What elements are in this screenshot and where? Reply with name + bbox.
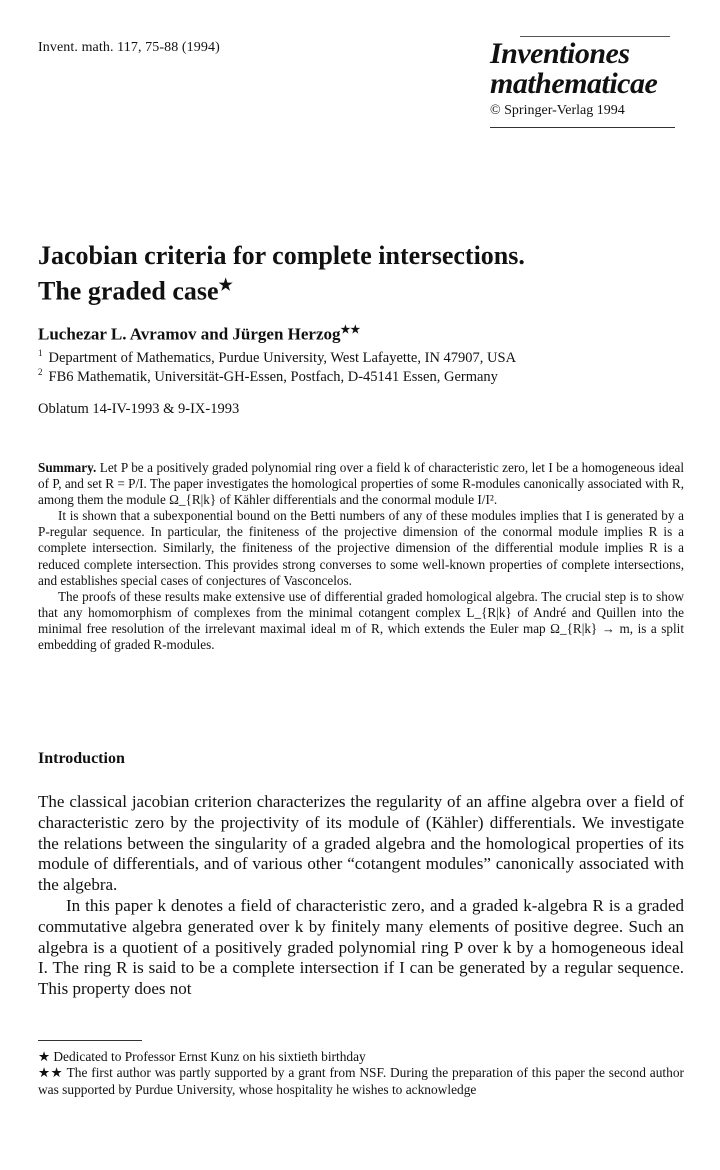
copyright-notice: © Springer-Verlag 1994 [490, 103, 625, 118]
section-heading-introduction: Introduction [38, 750, 125, 767]
footnote-1: ★ Dedicated to Professor Ernst Kunz on his sixtieth birthday [38, 1049, 366, 1064]
author-names: Luchezar L. Avramov and Jürgen Herzog [38, 324, 341, 344]
title-line2-text: The graded case [38, 276, 219, 306]
affiliation-2 [38, 367, 498, 386]
masthead-rule [490, 127, 675, 128]
summary-abstract [38, 460, 684, 653]
intro-paragraph-1: The classical jacobian criterion characterizes the regularity of an affine algebra over a field of characteristic zero by the projectivity of its module of (Kähler) differentials. We investigate the relations between the singularity of a graded algebra and the homological properties of its module of differentials, and of various other “cotangent modules” canonically associated with the algebra. [38, 792, 684, 895]
footnotes [38, 1049, 684, 1098]
title-line1: Jacobian criteria for complete intersections. [38, 241, 525, 270]
summary-label: Summary. [38, 460, 97, 475]
affiliation-1 [38, 348, 516, 367]
summary-text-1: Let P be a positively graded polynomial ring over a field k of characteristic zero, let I be a homogeneous ideal of P, and set R = P/I. The paper investigates the homological properties of some R-modules canonically associated with R, among them the module Ω_{R|k} of Kähler differentials and the conormal module I/I². [38, 460, 684, 508]
affiliation-number: 1 [38, 348, 43, 358]
summary-paragraph-3: The proofs of these results make extensive use of differential graded homological algebra. The crucial step is to show that any homomorphism of complexes from the minimal cotangent complex L_{R|k} of André and Quillen into the minimal free resolution of the irrelevant maximal ideal m of R, which extends the Euler map Ω_{R|k} → m, is a split embedding of graded R-modules. [38, 588, 684, 653]
journal-masthead [490, 36, 675, 128]
title-footnote-mark: ★ [218, 277, 233, 294]
affiliation-text: Department of Mathematics, Purdue University, West Lafayette, IN 47907, USA [48, 349, 517, 366]
journal-citation: Invent. math. 117, 75-88 (1994) [38, 40, 220, 55]
intro-paragraph-2: In this paper k denotes a field of characteristic zero, and a graded k-algebra R is a graded commutative algebra generated over k by finitely many elements of positive degree. Such an algebra is a quotient of a positively graded polynomial ring P over k by a homogeneous ideal I. The ring R is said to be a complete intersection if I can be generated by a regular sequence. This property does not [38, 895, 684, 999]
summary-paragraph-2: It is shown that a subexponential bound on the Betti numbers of any of these modules implies that I is generated by a P-regular sequence. In particular, the finiteness of the projective dimension of the conormal module implies R is a complete intersection. Similarly, the finiteness of the projective dimension of the differential module implies R is a reduced complete intersection. This provides strong converses to some well-known properties of complete intersections, and establishes special cases of conjectures of Vasconcelos. [38, 508, 684, 588]
introduction-body [38, 792, 684, 1000]
summary-paragraph-1 [38, 460, 684, 508]
journal-name-line2: mathematicae [490, 67, 658, 100]
affiliation-number: 2 [38, 367, 43, 377]
paper-title [38, 241, 525, 307]
author-footnote-mark: ★★ [340, 324, 361, 336]
author-list [38, 323, 360, 345]
oblatum-dates: Oblatum 14-IV-1993 & 9-IX-1993 [38, 401, 240, 417]
journal-name-line1: Inventiones [490, 37, 630, 70]
affiliation-text: FB6 Mathematik, Universität-GH-Essen, Postfach, D-45141 Essen, Germany [48, 368, 498, 385]
footnote-rule [38, 1040, 142, 1041]
footnote-2: ★★ The first author was partly supported by a grant from NSF. During the preparation of this paper the second author was supported by Purdue University, whose hospitality he wishes to acknowledge [38, 1065, 684, 1097]
title-line2 [38, 271, 525, 307]
